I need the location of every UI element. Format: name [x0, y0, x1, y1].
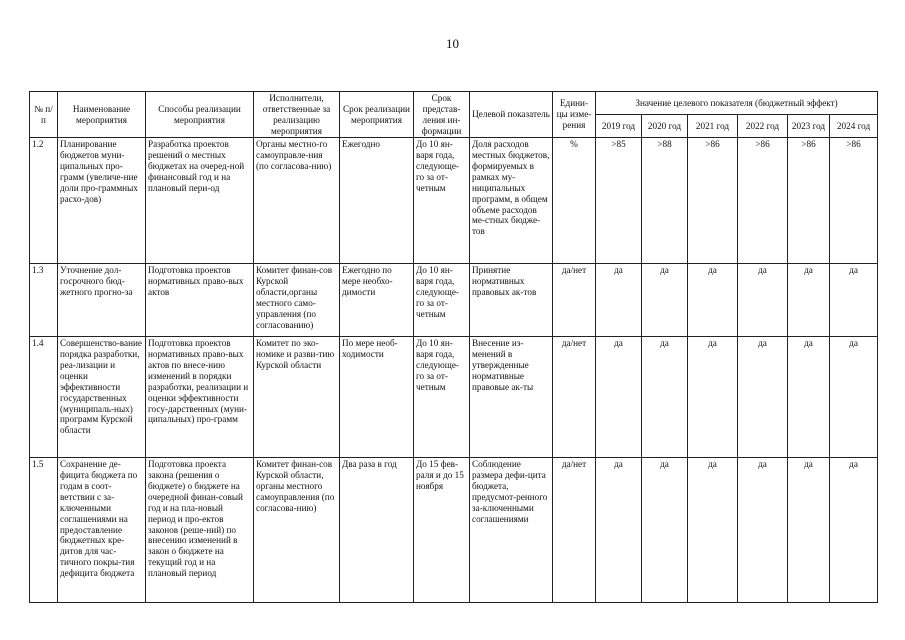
row-indicator: Доля расходов местных бюджетов, формируемых в рамках му-ниципальных программ, в общем объеме расходов ме-стных бюдже-тов	[470, 138, 553, 264]
row-executors: Органы местно-го самоуправле-ния (по согласова-нию)	[254, 138, 340, 264]
row-value: да	[788, 458, 830, 603]
row-value: да	[830, 337, 878, 458]
row-value: >88	[642, 138, 688, 264]
row-value: да	[642, 337, 688, 458]
header-year: 2019 год	[596, 115, 642, 138]
row-methods: Подготовка проектов нормативных право-вых актов	[146, 264, 254, 337]
header-num: № п/п	[30, 92, 58, 138]
row-name: Планирование бюджетов муни-ципальных про-грамм (увеличе-ние доли про-граммных расхо-дов)	[58, 138, 146, 264]
row-indicator: Соблюдение размера дефи-цита бюджета, предусмот-ренного за-ключенными соглашениями	[470, 458, 553, 603]
header-name: Наименование мероприятия	[58, 92, 146, 138]
page-number: 10	[446, 36, 459, 51]
row-value: да	[596, 337, 642, 458]
header-year: 2021 год	[688, 115, 738, 138]
row-executors: Комитет по эко-номике и разви-тию Курской области	[254, 337, 340, 458]
row-value: да	[738, 458, 788, 603]
row-value: да	[642, 264, 688, 337]
row-num: 1.5	[30, 458, 58, 603]
table-row	[30, 138, 878, 264]
row-executors: Комитет финан-сов Курской области, органы местного самоуправления (по согласова-нию)	[254, 458, 340, 603]
row-term: По мере необ-ходимости	[340, 337, 414, 458]
row-value: да	[738, 264, 788, 337]
table-row	[30, 458, 878, 603]
row-value: >86	[738, 138, 788, 264]
row-methods: Разработка проектов решений о местных бюджетах на очеред-ной финансовый год и на плановый пери-од	[146, 138, 254, 264]
header-target-group: Значение целевого показателя (бюджетный эффект)	[596, 92, 878, 115]
row-report-term: До 10 ян-варя года, следующе-го за от-четным	[414, 138, 470, 264]
row-unit: да/нет	[553, 337, 596, 458]
row-term: Ежегодно по мере необхо-димости	[340, 264, 414, 337]
row-value: да	[642, 458, 688, 603]
row-value: да	[688, 264, 738, 337]
header-unit: Едини-цы изме-рения	[553, 92, 596, 138]
row-term: Ежегодно	[340, 138, 414, 264]
header-indicator: Целевой показатель	[470, 92, 553, 138]
header-executors: Исполнители, ответственные за реализацию мероприятия	[254, 92, 340, 138]
row-unit: да/нет	[553, 458, 596, 603]
row-indicator: Внесение из-менений в утвержденные нормативные правовые ак-ты	[470, 337, 553, 458]
row-report-term: До 10 ян-варя года, следующе-го за от-четным	[414, 264, 470, 337]
row-unit: %	[553, 138, 596, 264]
row-num: 1.2	[30, 138, 58, 264]
row-report-term: До 10 ян-варя года, следующе-го за от-четным	[414, 337, 470, 458]
row-value: да	[688, 337, 738, 458]
row-name: Сохранение де-фицита бюджета по годам в соот-ветствии с за-ключенными соглашениями на предоставление бюджетных кре-дитов для час-тичного покры-тия дефицита бюджета	[58, 458, 146, 603]
row-methods: Подготовка проектов нормативных право-вых актов по внесе-нию изменений в порядки разработки, реализации и оценки эффективности госу-дарственных (муни-ципальных) про-грамм	[146, 337, 254, 458]
measures-table	[29, 91, 878, 603]
row-value: да	[596, 458, 642, 603]
row-value: да	[830, 264, 878, 337]
row-value: да	[596, 264, 642, 337]
table-row	[30, 264, 878, 337]
header-term: Срок реализации мероприятия	[340, 92, 414, 138]
row-value: >85	[596, 138, 642, 264]
header-year: 2023 год	[788, 115, 830, 138]
row-unit: да/нет	[553, 264, 596, 337]
row-value: да	[738, 337, 788, 458]
header-year: 2024 год	[830, 115, 878, 138]
row-report-term: До 15 фев-раля и до 15 ноября	[414, 458, 470, 603]
table-row	[30, 337, 878, 458]
row-executors: Комитет финан-сов Курской области,органы местного само-управления (по согласованию)	[254, 264, 340, 337]
row-value: да	[788, 264, 830, 337]
row-value: да	[830, 458, 878, 603]
header-year: 2022 год	[738, 115, 788, 138]
header-report-term: Срок представ-ления ин-формации	[414, 92, 470, 138]
row-value: >86	[788, 138, 830, 264]
row-indicator: Принятие нормативных правовых ак-тов	[470, 264, 553, 337]
row-value: да	[788, 337, 830, 458]
row-methods: Подготовка проекта закона (решения о бюджете) о бюджете на очередной финан-совый год и на пла-новый период и про-ектов законов (реше-ний) по внесению изменений в закон о бюджете на текущий год и на плановый период	[146, 458, 254, 603]
row-num: 1.4	[30, 337, 58, 458]
row-name: Совершенство-вание порядка разработки, реа-лизации и оценки эффективности государственных (муниципаль-ных) программ Курской области	[58, 337, 146, 458]
row-name: Уточнение дол-госрочного бюд-жетного прогно-за	[58, 264, 146, 337]
row-value: да	[688, 458, 738, 603]
row-value: >86	[688, 138, 738, 264]
row-num: 1.3	[30, 264, 58, 337]
row-term: Два раза в год	[340, 458, 414, 603]
header-methods: Способы реализации мероприятия	[146, 92, 254, 138]
row-value: >86	[830, 138, 878, 264]
header-year: 2020 год	[642, 115, 688, 138]
